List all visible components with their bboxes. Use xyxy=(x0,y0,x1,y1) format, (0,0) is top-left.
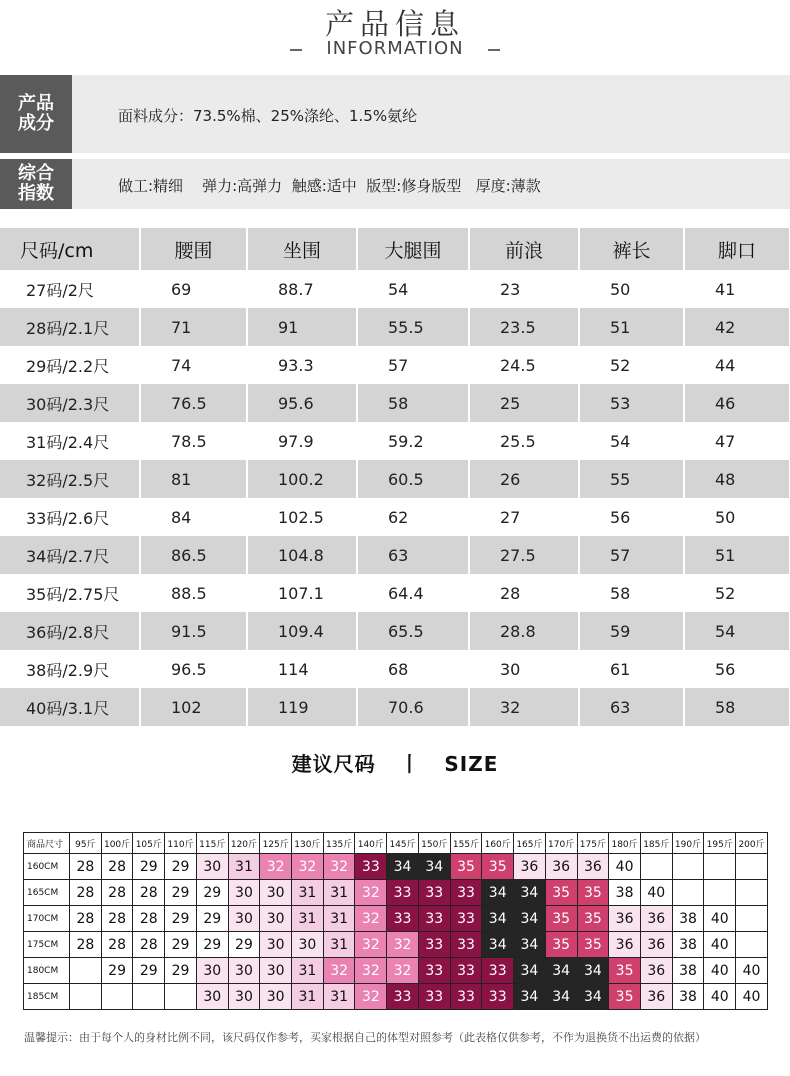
size-cell: 36 xyxy=(640,958,672,984)
table-cell: 114 xyxy=(247,650,357,688)
size-cell: 34 xyxy=(514,906,546,932)
size-cell: 29 xyxy=(196,880,228,906)
size-cell: 28 xyxy=(101,906,133,932)
size-cell: 31 xyxy=(323,880,355,906)
size-cell: 32 xyxy=(355,984,387,1010)
size-cell: 34 xyxy=(482,932,514,958)
weight-header: 130斤 xyxy=(292,833,324,854)
table-cell: 25 xyxy=(469,384,579,422)
size-cell: 31 xyxy=(323,906,355,932)
size-cell xyxy=(736,932,768,958)
size-cell: 34 xyxy=(387,854,419,880)
size-cell: 32 xyxy=(260,854,292,880)
table-row xyxy=(0,498,790,536)
size-cell: 33 xyxy=(418,880,450,906)
size-cell: 29 xyxy=(165,854,197,880)
weight-header: 155斤 xyxy=(450,833,482,854)
table-row xyxy=(0,308,790,346)
size-cell: 33 xyxy=(418,932,450,958)
size-cell: 35 xyxy=(577,906,609,932)
size-cell: 33 xyxy=(387,880,419,906)
table-cell: 76.5 xyxy=(140,384,247,422)
size-cell xyxy=(704,854,736,880)
size-label-cell: 30码/2.3尺 xyxy=(0,384,140,422)
size-cell: 29 xyxy=(133,958,165,984)
table-cell: 96.5 xyxy=(140,650,247,688)
size-cell: 35 xyxy=(545,932,577,958)
size-cell: 34 xyxy=(514,958,546,984)
size-cell: 29 xyxy=(196,932,228,958)
size-cell: 33 xyxy=(418,958,450,984)
size-cell: 33 xyxy=(450,906,482,932)
table-cell: 52 xyxy=(684,574,790,612)
weight-header: 120斤 xyxy=(228,833,260,854)
size-cell: 34 xyxy=(482,906,514,932)
size-cell: 40 xyxy=(704,932,736,958)
table-cell: 100.2 xyxy=(247,460,357,498)
table-cell: 23 xyxy=(469,270,579,308)
table-cell: 44 xyxy=(684,346,790,384)
size-cell: 34 xyxy=(418,854,450,880)
table-row xyxy=(0,270,790,308)
weight-header: 190斤 xyxy=(672,833,704,854)
weight-header: 165斤 xyxy=(514,833,546,854)
table-cell: 91.5 xyxy=(140,612,247,650)
column-header: 坐围 xyxy=(247,228,357,270)
header-subtitle: INFORMATION xyxy=(326,38,464,59)
weight-header: 105斤 xyxy=(133,833,165,854)
size-cell: 36 xyxy=(640,984,672,1010)
composition-label-box xyxy=(0,75,72,153)
weight-header: 100斤 xyxy=(101,833,133,854)
table-row xyxy=(0,384,790,422)
table-cell: 59 xyxy=(579,612,684,650)
size-cell: 35 xyxy=(609,958,641,984)
size-cell: 30 xyxy=(260,958,292,984)
size-cell: 36 xyxy=(609,906,641,932)
weight-header: 170斤 xyxy=(545,833,577,854)
index-label-box xyxy=(0,159,72,209)
size-cell: 28 xyxy=(70,906,102,932)
column-header: 前浪 xyxy=(469,228,579,270)
header-dash-right xyxy=(488,49,500,51)
size-cell xyxy=(133,984,165,1010)
table-cell: 81 xyxy=(140,460,247,498)
size-cell: 34 xyxy=(514,984,546,1010)
size-label-cell: 40码/3.1尺 xyxy=(0,688,140,726)
size-cell: 30 xyxy=(260,984,292,1010)
size-cell: 36 xyxy=(640,906,672,932)
weight-header: 180斤 xyxy=(609,833,641,854)
column-header: 大腿围 xyxy=(357,228,469,270)
size-cell xyxy=(640,854,672,880)
recommend-row xyxy=(24,854,768,880)
size-label-cell: 38码/2.9尺 xyxy=(0,650,140,688)
size-cell: 31 xyxy=(323,932,355,958)
size-cell: 28 xyxy=(101,880,133,906)
size-cell: 30 xyxy=(228,958,260,984)
size-cell: 40 xyxy=(704,984,736,1010)
table-cell: 104.8 xyxy=(247,536,357,574)
table-row xyxy=(0,422,790,460)
size-label-cell: 28码/2.1尺 xyxy=(0,308,140,346)
size-cell: 36 xyxy=(545,854,577,880)
info-header xyxy=(0,0,790,70)
table-cell: 55.5 xyxy=(357,308,469,346)
size-cell: 40 xyxy=(640,880,672,906)
table-cell: 54 xyxy=(684,612,790,650)
size-label-cell: 27码/2尺 xyxy=(0,270,140,308)
size-cell xyxy=(704,880,736,906)
recommend-row xyxy=(24,906,768,932)
table-cell: 42 xyxy=(684,308,790,346)
size-cell: 33 xyxy=(450,958,482,984)
table-cell: 70.6 xyxy=(357,688,469,726)
table-cell: 59.2 xyxy=(357,422,469,460)
weight-header: 145斤 xyxy=(387,833,419,854)
size-cell: 34 xyxy=(545,958,577,984)
size-label-cell: 32码/2.5尺 xyxy=(0,460,140,498)
size-cell: 35 xyxy=(545,906,577,932)
table-cell: 86.5 xyxy=(140,536,247,574)
table-row xyxy=(0,688,790,726)
table-cell: 51 xyxy=(684,536,790,574)
table-cell: 57 xyxy=(579,536,684,574)
recommend-table xyxy=(23,832,768,1010)
size-label-cell: 33码/2.6尺 xyxy=(0,498,140,536)
table-cell: 64.4 xyxy=(357,574,469,612)
weight-header: 195斤 xyxy=(704,833,736,854)
size-cell: 32 xyxy=(387,932,419,958)
height-label: 175CM xyxy=(24,932,70,958)
size-cell: 34 xyxy=(514,932,546,958)
header-title: 产品信息 xyxy=(324,7,465,41)
table-cell: 58 xyxy=(684,688,790,726)
size-cell: 32 xyxy=(355,906,387,932)
size-label-cell: 29码/2.2尺 xyxy=(0,346,140,384)
weight-header: 95斤 xyxy=(70,833,102,854)
size-cell xyxy=(672,880,704,906)
size-cell: 40 xyxy=(704,906,736,932)
index-text: 做工:精细 弹力:高弹力 触感:适中 版型:修身版型 厚度:薄款 xyxy=(118,177,541,195)
size-cell: 35 xyxy=(482,854,514,880)
size-cell: 30 xyxy=(196,958,228,984)
weight-header: 140斤 xyxy=(355,833,387,854)
column-header: 尺码/cm xyxy=(0,228,140,270)
table-cell: 88.5 xyxy=(140,574,247,612)
table-cell: 62 xyxy=(357,498,469,536)
size-cell: 33 xyxy=(450,984,482,1010)
size-cell: 34 xyxy=(482,880,514,906)
table-cell: 71 xyxy=(140,308,247,346)
table-cell: 46 xyxy=(684,384,790,422)
size-cell: 34 xyxy=(545,984,577,1010)
index-label: 综合指数 xyxy=(18,163,54,204)
size-cell: 31 xyxy=(292,906,324,932)
weight-header: 160斤 xyxy=(482,833,514,854)
size-cell: 29 xyxy=(101,958,133,984)
size-table-body xyxy=(0,270,790,726)
table-cell: 27 xyxy=(469,498,579,536)
size-label-cell: 34码/2.7尺 xyxy=(0,536,140,574)
table-cell: 84 xyxy=(140,498,247,536)
size-cell: 33 xyxy=(482,984,514,1010)
recommend-row xyxy=(24,958,768,984)
weight-header: 150斤 xyxy=(418,833,450,854)
size-label-cell: 31码/2.4尺 xyxy=(0,422,140,460)
size-cell: 31 xyxy=(228,854,260,880)
size-cell: 35 xyxy=(577,932,609,958)
table-cell: 63 xyxy=(579,688,684,726)
size-cell: 34 xyxy=(577,984,609,1010)
table-cell: 65.5 xyxy=(357,612,469,650)
table-cell: 102.5 xyxy=(247,498,357,536)
table-cell: 48 xyxy=(684,460,790,498)
table-row xyxy=(0,612,790,650)
size-cell: 33 xyxy=(450,880,482,906)
size-note: 温馨提示：由于每个人的身材比例不同，该尺码仅作参考，买家根据自己的体型对照参考（此表格仅供参考，不作为退换货不出运费的依据） xyxy=(24,1031,706,1044)
size-cell: 28 xyxy=(133,932,165,958)
table-cell: 97.9 xyxy=(247,422,357,460)
table-cell: 93.3 xyxy=(247,346,357,384)
size-cell: 32 xyxy=(355,932,387,958)
size-cell: 33 xyxy=(387,906,419,932)
size-cell: 32 xyxy=(387,958,419,984)
size-cell: 28 xyxy=(70,880,102,906)
size-cell: 32 xyxy=(323,958,355,984)
table-cell: 54 xyxy=(357,270,469,308)
size-cell: 28 xyxy=(133,906,165,932)
table-row xyxy=(0,536,790,574)
size-cell: 33 xyxy=(387,984,419,1010)
size-cell xyxy=(101,984,133,1010)
size-cell: 31 xyxy=(292,958,324,984)
column-header: 脚口 xyxy=(684,228,790,270)
height-label: 185CM xyxy=(24,984,70,1010)
size-cell: 29 xyxy=(165,958,197,984)
table-cell: 28 xyxy=(469,574,579,612)
size-cell: 33 xyxy=(450,932,482,958)
size-cell: 30 xyxy=(260,906,292,932)
index-row xyxy=(0,159,790,209)
recommend-row xyxy=(24,880,768,906)
corner-label: 商品尺寸 xyxy=(24,833,70,854)
weight-header: 175斤 xyxy=(577,833,609,854)
height-label: 165CM xyxy=(24,880,70,906)
table-row xyxy=(0,650,790,688)
size-cell: 28 xyxy=(101,854,133,880)
composition-label: 产品成分 xyxy=(18,93,54,134)
table-cell: 91 xyxy=(247,308,357,346)
height-label: 160CM xyxy=(24,854,70,880)
size-table-header xyxy=(0,228,790,270)
table-cell: 30 xyxy=(469,650,579,688)
size-cell: 30 xyxy=(196,854,228,880)
size-cell: 38 xyxy=(672,984,704,1010)
size-cell: 40 xyxy=(704,958,736,984)
table-cell: 23.5 xyxy=(469,308,579,346)
recommend-row xyxy=(24,984,768,1010)
weight-header: 125斤 xyxy=(260,833,292,854)
size-cell xyxy=(165,984,197,1010)
table-cell: 57 xyxy=(357,346,469,384)
table-cell: 56 xyxy=(684,650,790,688)
size-cell: 29 xyxy=(165,906,197,932)
size-cell: 36 xyxy=(609,932,641,958)
table-cell: 95.6 xyxy=(247,384,357,422)
recommend-table-body xyxy=(24,833,768,1010)
size-cell: 33 xyxy=(355,854,387,880)
table-cell: 102 xyxy=(140,688,247,726)
recommend-header-row xyxy=(24,833,768,854)
size-cell: 29 xyxy=(133,854,165,880)
size-cell: 40 xyxy=(736,984,768,1010)
size-cell xyxy=(70,958,102,984)
size-cell: 36 xyxy=(514,854,546,880)
height-label: 170CM xyxy=(24,906,70,932)
composition-text: 面料成分：73.5%棉、25%涤纶、1.5%氨纶 xyxy=(118,107,418,125)
table-cell: 24.5 xyxy=(469,346,579,384)
size-cell: 30 xyxy=(228,880,260,906)
size-cell: 30 xyxy=(260,932,292,958)
size-cell xyxy=(70,984,102,1010)
size-cell: 36 xyxy=(577,854,609,880)
size-cell: 35 xyxy=(609,984,641,1010)
size-cell: 29 xyxy=(196,906,228,932)
size-cell: 38 xyxy=(672,958,704,984)
table-cell: 28.8 xyxy=(469,612,579,650)
table-cell: 61 xyxy=(579,650,684,688)
table-cell: 52 xyxy=(579,346,684,384)
recommend-row xyxy=(24,932,768,958)
size-cell: 32 xyxy=(323,854,355,880)
size-cell: 32 xyxy=(355,880,387,906)
table-cell: 32 xyxy=(469,688,579,726)
size-cell: 35 xyxy=(545,880,577,906)
size-cell: 28 xyxy=(70,932,102,958)
size-cell: 33 xyxy=(418,906,450,932)
table-cell: 78.5 xyxy=(140,422,247,460)
size-cell: 36 xyxy=(640,932,672,958)
table-cell: 50 xyxy=(684,498,790,536)
composition-row xyxy=(0,75,790,153)
size-cell: 28 xyxy=(70,854,102,880)
size-cell: 29 xyxy=(165,932,197,958)
recommend-title: 建议尺码 丨 SIZE xyxy=(291,752,499,776)
table-cell: 58 xyxy=(579,574,684,612)
size-cell: 31 xyxy=(292,880,324,906)
size-cell: 38 xyxy=(609,880,641,906)
size-cell: 30 xyxy=(196,984,228,1010)
weight-header: 115斤 xyxy=(196,833,228,854)
size-cell: 30 xyxy=(292,932,324,958)
size-cell xyxy=(736,880,768,906)
size-table xyxy=(0,228,790,726)
table-cell: 47 xyxy=(684,422,790,460)
size-cell: 30 xyxy=(228,906,260,932)
table-cell: 54 xyxy=(579,422,684,460)
weight-header: 110斤 xyxy=(165,833,197,854)
table-cell: 25.5 xyxy=(469,422,579,460)
size-cell: 30 xyxy=(260,880,292,906)
size-label-cell: 36码/2.8尺 xyxy=(0,612,140,650)
weight-header: 185斤 xyxy=(640,833,672,854)
size-cell: 34 xyxy=(577,958,609,984)
table-cell: 88.7 xyxy=(247,270,357,308)
table-cell: 74 xyxy=(140,346,247,384)
table-cell: 69 xyxy=(140,270,247,308)
table-cell: 27.5 xyxy=(469,536,579,574)
size-cell: 35 xyxy=(450,854,482,880)
table-cell: 56 xyxy=(579,498,684,536)
size-cell: 40 xyxy=(609,854,641,880)
size-cell xyxy=(672,854,704,880)
size-cell: 29 xyxy=(165,880,197,906)
weight-header: 200斤 xyxy=(736,833,768,854)
column-header: 腰围 xyxy=(140,228,247,270)
height-label: 180CM xyxy=(24,958,70,984)
size-cell: 32 xyxy=(355,958,387,984)
table-cell: 53 xyxy=(579,384,684,422)
size-cell: 33 xyxy=(482,958,514,984)
table-cell: 107.1 xyxy=(247,574,357,612)
table-cell: 41 xyxy=(684,270,790,308)
size-cell: 35 xyxy=(577,880,609,906)
table-row xyxy=(0,460,790,498)
table-cell: 51 xyxy=(579,308,684,346)
table-cell: 63 xyxy=(357,536,469,574)
size-cell: 31 xyxy=(323,984,355,1010)
size-label-cell: 35码/2.75尺 xyxy=(0,574,140,612)
table-cell: 119 xyxy=(247,688,357,726)
size-cell xyxy=(736,906,768,932)
size-cell: 33 xyxy=(418,984,450,1010)
table-cell: 26 xyxy=(469,460,579,498)
size-cell: 28 xyxy=(101,932,133,958)
table-row xyxy=(0,574,790,612)
size-cell: 34 xyxy=(514,880,546,906)
size-cell: 32 xyxy=(292,854,324,880)
weight-header: 135斤 xyxy=(323,833,355,854)
size-cell: 38 xyxy=(672,932,704,958)
table-cell: 50 xyxy=(579,270,684,308)
size-cell: 31 xyxy=(292,984,324,1010)
size-cell: 29 xyxy=(228,932,260,958)
table-row xyxy=(0,346,790,384)
table-cell: 109.4 xyxy=(247,612,357,650)
size-cell: 38 xyxy=(672,906,704,932)
size-cell: 28 xyxy=(133,880,165,906)
column-header: 裤长 xyxy=(579,228,684,270)
table-cell: 68 xyxy=(357,650,469,688)
table-cell: 55 xyxy=(579,460,684,498)
table-cell: 58 xyxy=(357,384,469,422)
size-cell: 30 xyxy=(228,984,260,1010)
table-cell: 60.5 xyxy=(357,460,469,498)
size-cell xyxy=(736,854,768,880)
size-cell: 40 xyxy=(736,958,768,984)
